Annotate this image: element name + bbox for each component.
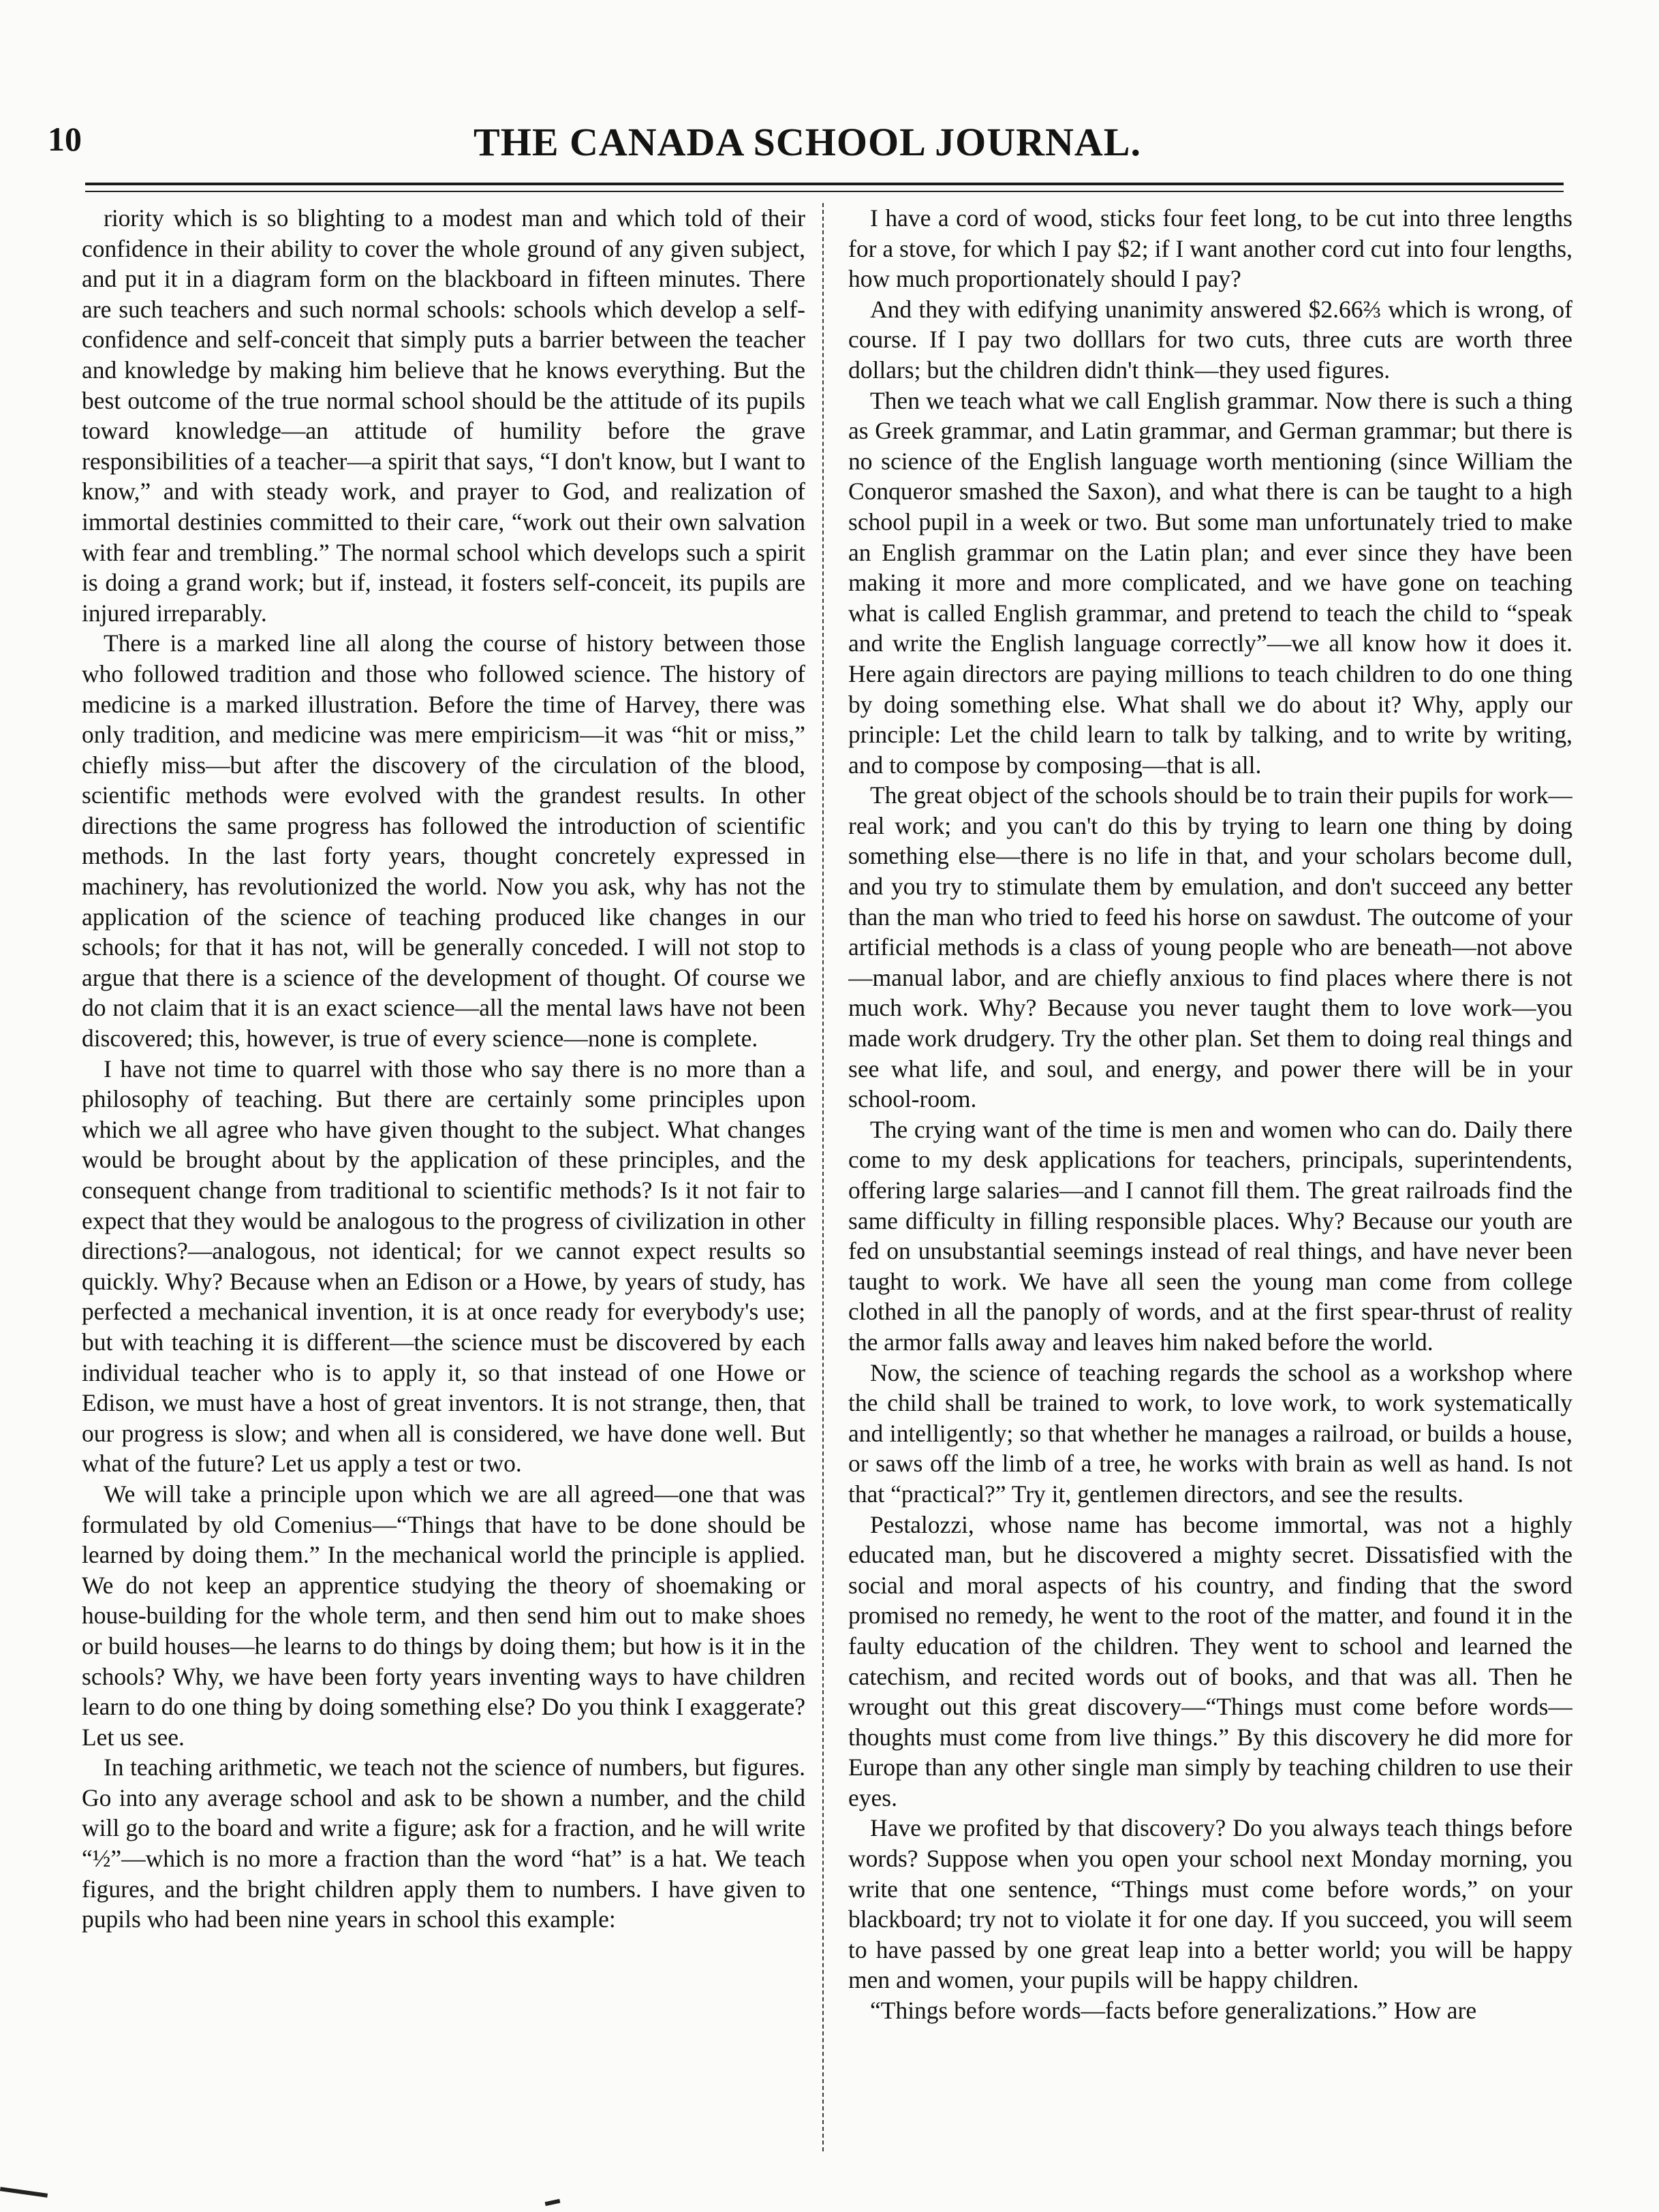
header-rule-thick [85,183,1564,185]
paragraph: Pestalozzi, whose name has become immortal, was not a highly educated man, but he discovered a mighty secret. Dissatisfied with the social and moral aspects of his country, and finding that the sword promised no remedy, he went to the root of the matter, and found it in the faulty education of the children. They went to school and learned the catechism, and recited words out of books, and that was all. Then he wrought out this great discovery—“Things must come before words—thoughts must come from live things.” By this discovery he did more for Europe than any other single man simply by teaching children to use their eyes. [848,1510,1572,1811]
paragraph: I have not time to quarrel with those who say there is no more than a philosophy of teaching. But there are certainly some principles upon which we all agree who have given thought to the subject. What changes would be brought about by the application of these principles, and the consequent change from traditional to scientific methods? Is it not fair to expect that they would be analogous to the progress of civilization in other directions?—analogous, not identical; for we cannot expect results so quickly. Why? Because when an Edison or a Howe, by years of study, has perfected a mechanical invention, it is at once ready for everybody's use; but with teaching it is different—the science must be discovered by each individual teacher who is to apply it, so that instead of one Howe or Edison, we must have a host of great inventors. It is not strange, then, that our progress is slow; and when all is considered, we have done well. But what of the future? Let us apply a test or two. [82,1055,805,1478]
paragraph: “Things before words—facts before generalizations.” How are [870,1997,1477,2025]
paragraph: We will take a principle upon which we are all agreed—one that was formulated by old Comenius—“Things that have to be done should be learned by doing them.” In the mechanical world the principle is applied. We do not keep an apprentice studying the theory of shoemaking or house-building for the whole term, and then send him out to make shoes or build houses—he learns to do things by doing them; but how is it in the schools? Why, we have been forty years inventing ways to have children learn to do one thing by doing something else? Do you think I exaggerate? Let us see. [82,1480,805,1751]
paragraph: The crying want of the time is men and women who can do. Daily there come to my desk applications for teachers, principals, superintendents, offering large salaries—and I cannot fill them. The great railroads find the same difficulty in filling responsible places. Why? Because our youth are fed on unsubstantial seemings instead of real things, and have never been taught to work. We have all seen the young man come from college clothed in all the panoply of words, and at the first spear-thrust of reality the armor falls away and leaves him naked before the world. [848,1115,1572,1356]
paragraph: Have we profited by that discovery? Do you always teach things before words? Suppose when you open your school next Monday morning, you write that one sentence, “Things must come before words,” on your blackboard; try not to violate it for one day. If you succeed, you will seem to have passed by one great leap into a better world; you will be happy men and women, your pupils will be happy children. [848,1814,1572,1994]
running-header [48,119,1567,174]
paragraph: In teaching arithmetic, we teach not the science of numbers, but figures. Go into any average school and ask to be shown a number, and the child will go to the board and write a figure; ask for a fraction, and he will write “½”—which is no more a fraction than the word “hat” is a hat. We teach figures, and the bright children apply them to numbers. I have given to pupils who had been nine years in school this example: [82,1754,805,1933]
paragraph: I have a cord of wood, sticks four feet long, to be cut into three lengths for a stove, for which I pay $2; if I want another cord cut into four lengths, how much proportionately should I pay? [848,204,1572,293]
paragraph: riority which is so blighting to a modest man and which told of their confidence in their ability to cover the whole ground of any given subject, and put it in a diagram form on the blackboard in fifteen minutes. There are such teachers and such normal schools: schools which develop a self-confidence and self-conceit that simply puts a barrier between the teacher and knowledge by making him believe that he knows everything. But the best outcome of the true normal school should be the attitude of its pupils toward knowledge—an attitude of humility before the grave responsibilities of a teacher—a spirit that says, “I don't know, but I want to know,” and with steady work, and prayer to God, and realization of immortal destinies committed to their care, “work out their own salvation with fear and trembling.” The normal school which develops such a spirit is doing a grand work; but if, instead, it fosters self-conceit, its pupils are injured irreparably. [82,204,805,627]
right-column [848,203,1572,2151]
page-number: 10 [48,120,82,158]
paragraph: Now, the science of teaching regards the school as a workshop where the child shall be trained to work, to love work, to work systematically and intelligently; so that whether he manages a railroad, or builds a house, or saws off the limb of a tree, he works with brain as well as hand. Is not that “practical?” Try it, gentlemen directors, and see the results. [848,1358,1572,1508]
paragraph: The great object of the schools should be to train their pupils for work—real work; and you can't do this by trying to learn one thing by doing something else—there is no life in that, and your scholars become dull, and you try to stimulate them by emulation, and don't succeed any better than the man who tried to feed his horse on sawdust. The outcome of your artificial methods is a class of young people who are beneath—not above—manual labor, and are chiefly anxious to find places where there is not much work. Why? Because you never taught them to love work—you made work drudgery. Try the other plan. Set them to doing real things and see what life, and soul, and energy, and power there will be in your school-room. [848,781,1572,1113]
scan-speck [545,2199,561,2206]
header-rule-thin [85,191,1564,192]
paragraph: Then we teach what we call English grammar. Now there is such a thing as Greek grammar, and Latin grammar, and German grammar; but there is no science of the English language worth mentioning (since William the Conqueror smashed the Saxon), and what there is can be taught to a high school pupil in a week or two. But some man unfortunately tried to make an English grammar on the Latin plan; and ever since they have been making it more and more complicated, and we have gone on teaching what is called English grammar, and pretend to teach the child to “speak and write the English language correctly”—we all know how it does it. Here again directors are paying millions to teach children to do one thing by doing something else. What shall we do about it? Why, apply our principle: Let the child learn to talk by talking, and to write by writing, and to compose by composing—that is all. [848,386,1572,779]
paragraph: And they with edifying unanimity answered $2.66⅔ which is wrong, of course. If I pay two dolllars for two cuts, three cuts are worth three dollars; but the children didn't think—they used figures. [848,295,1572,384]
left-column [82,203,805,2151]
journal-title: THE CANADA SCHOOL JOURNAL. [474,120,1141,164]
scan-speck [0,2187,48,2198]
paragraph: There is a marked line all along the course of history between those who followed tradition and those who followed science. The history of medicine is a marked illustration. Before the time of Harvey, there was only tradition, and medicine was mere empiricism—it was “hit or miss,” chiefly miss—but after the discovery of the circulation of the blood, scientific methods were evolved with the grandest results. In other directions the same progress has followed the introduction of scientific methods. In the last forty years, thought concretely expressed in machinery, has revolutionized the world. Now you ask, why has not the application of the science of teaching produced like changes in our schools; for that it has not, will be generally conceded. I will not stop to argue that there is a science of the development of thought. Of course we do not claim that it is an exact science—all the mental laws have not been discovered; this, however, is true of every science—none is complete. [82,629,805,1053]
column-divider [822,203,824,2151]
